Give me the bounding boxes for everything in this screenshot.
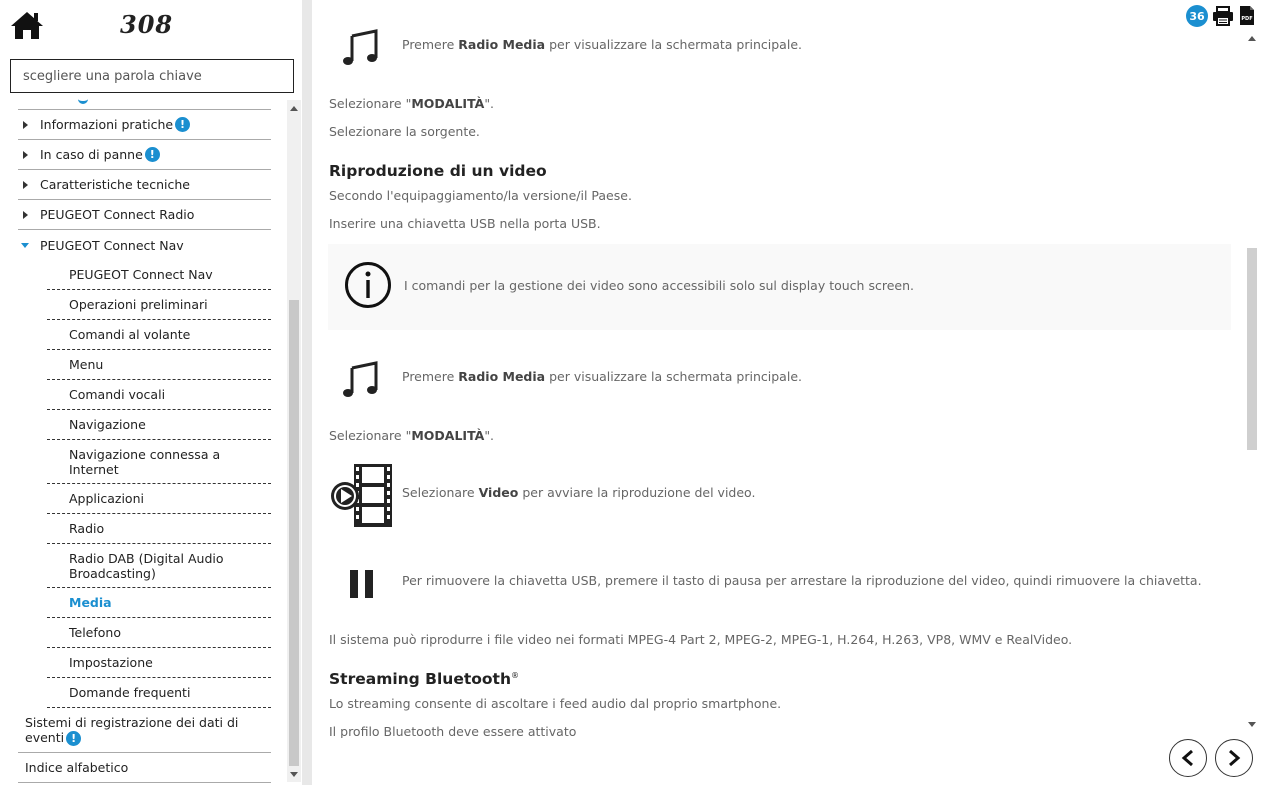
text: Selezionare ": [329, 96, 412, 111]
toc-subitem-label: Navigazione: [69, 417, 146, 432]
text: Premere: [402, 369, 459, 384]
paragraph: [402, 485, 755, 500]
next-page-button[interactable]: [1215, 739, 1253, 777]
toc-item-label: In caso di panne: [40, 147, 143, 162]
content-scrollbar[interactable]: [1245, 36, 1259, 732]
music-note-icon: [342, 28, 380, 72]
heading-text: Streaming Bluetooth: [329, 670, 512, 688]
toc-subitem[interactable]: [47, 678, 271, 708]
toc-item-label: [25, 715, 245, 746]
bold-text: MODALITÀ: [411, 96, 485, 111]
toc-subitem[interactable]: [47, 648, 271, 678]
toc-subitem[interactable]: [47, 380, 271, 410]
note-text: I comandi per la gestione dei video sono accessibili solo sul display touch screen.: [404, 278, 914, 293]
paragraph: Selezionare la sorgente.: [329, 124, 480, 139]
paragraph: Per rimuovere la chiavetta USB, premere il tasto di pausa per arrestare la riproduzione del video, quindi rimuovere la chiavetta.: [402, 573, 1202, 588]
toc-item-label: PEUGEOT Connect Radio: [40, 207, 195, 222]
page-count-badge[interactable]: 36: [1186, 5, 1208, 27]
text: Premere: [402, 37, 459, 52]
toc-subitem-label: PEUGEOT Connect Nav: [69, 267, 213, 282]
toc-scrollbar[interactable]: [287, 100, 301, 782]
previous-page-button[interactable]: [1169, 739, 1207, 777]
collapsed-section-indicator: [78, 97, 88, 104]
text: per avviare la riproduzione del video.: [518, 485, 756, 500]
bold-text: Radio Media: [458, 37, 546, 52]
toc-subitem-label: Operazioni preliminari: [69, 297, 208, 312]
toc-subitem-label: Applicazioni: [69, 491, 144, 506]
content-scrollbar-thumb[interactable]: [1247, 248, 1257, 450]
toc-item-label: Indice alfabetico: [25, 760, 129, 775]
toc-subitem[interactable]: [47, 514, 271, 544]
toc-subitem[interactable]: [47, 260, 271, 290]
pdf-icon[interactable]: [1239, 5, 1255, 26]
music-note-icon: [342, 360, 380, 404]
article-content: [312, 0, 1245, 738]
scroll-up-icon[interactable]: [1248, 36, 1256, 41]
toc-subitem[interactable]: [47, 440, 271, 484]
text: ".: [484, 96, 495, 111]
paragraph: [402, 369, 802, 384]
registered-mark: ®: [511, 670, 520, 680]
section-heading: [329, 670, 519, 688]
search-input[interactable]: [10, 59, 294, 93]
toc-subitem-label: Comandi vocali: [69, 387, 166, 402]
toc-item-in-caso-di-panne[interactable]: [18, 140, 271, 170]
pause-icon: [349, 568, 375, 604]
paragraph: [402, 37, 802, 52]
paragraph: Il profilo Bluetooth deve essere attivato: [329, 724, 577, 738]
toc-scrollbar-thumb[interactable]: [289, 300, 299, 766]
toc-subitem[interactable]: [47, 320, 271, 350]
model-title: 308: [120, 10, 174, 39]
text: per visualizzare la schermata principale.: [545, 37, 802, 52]
toc-item-registrazione-dati-eventi[interactable]: [18, 708, 271, 753]
text: Selezionare: [402, 485, 479, 500]
toc-item-label-text: Sistemi di registrazione dei dati di eventi: [25, 714, 239, 745]
video-film-icon: [330, 463, 394, 533]
toc-subitem-label: Telefono: [69, 625, 121, 640]
caret-right-icon: [23, 121, 28, 129]
toc-subitem[interactable]: [47, 544, 271, 588]
toc-subitem-label: Domande frequenti: [69, 685, 191, 700]
print-icon[interactable]: [1212, 6, 1234, 26]
caret-right-icon: [23, 211, 28, 219]
toc-item-informazioni-pratiche[interactable]: [18, 110, 271, 140]
toc-subitem-active[interactable]: [47, 588, 271, 618]
toc-item-caratteristiche-tecniche[interactable]: [18, 170, 271, 200]
toc-subitem-label: Navigazione connessa a Internet: [69, 446, 221, 477]
table-of-contents: [0, 97, 286, 785]
toc-subitem[interactable]: [47, 290, 271, 320]
toc-item-label: Informazioni pratiche: [40, 117, 174, 132]
bold-text: Video: [478, 485, 519, 500]
text: ".: [484, 428, 495, 443]
info-badge-icon: !: [66, 731, 81, 746]
caret-down-icon: [21, 243, 29, 248]
scroll-down-icon[interactable]: [1248, 722, 1256, 727]
info-badge-icon: !: [175, 117, 190, 132]
paragraph: Inserire una chiavetta USB nella porta USB.: [329, 216, 601, 231]
main-content-panel: [312, 0, 1263, 785]
toc-subitem-label: Radio: [69, 521, 105, 536]
section-heading: Riproduzione di un video: [329, 162, 547, 180]
bold-text: MODALITÀ: [411, 428, 485, 443]
caret-right-icon: [23, 151, 28, 159]
text: per visualizzare la schermata principale.: [545, 369, 802, 384]
scroll-down-icon[interactable]: [290, 772, 298, 777]
scroll-up-icon[interactable]: [290, 106, 298, 111]
chevron-left-icon: [1180, 749, 1196, 767]
paragraph: Secondo l'equipaggiamento/la versione/il Paese.: [329, 188, 632, 203]
toc-subitem[interactable]: [47, 484, 271, 514]
toc-subitem-label: Impostazione: [69, 655, 153, 670]
toc-subitem[interactable]: [47, 618, 271, 648]
toc-subitem-label: Radio DAB (Digital Audio Broadcasting): [69, 550, 224, 581]
home-icon[interactable]: [10, 10, 46, 42]
caret-right-icon: [23, 181, 28, 189]
text: Selezionare ": [329, 428, 412, 443]
toc-subitem[interactable]: [47, 350, 271, 380]
paragraph: [329, 96, 494, 111]
toc-item-peugeot-connect-radio[interactable]: [18, 200, 271, 230]
paragraph: [329, 428, 494, 443]
toc-item-peugeot-connect-nav[interactable]: [18, 230, 271, 260]
toc-item-label: PEUGEOT Connect Nav: [40, 237, 184, 253]
toc-item-indice-alfabetico[interactable]: [18, 753, 271, 783]
pdf-label: PDF: [1241, 16, 1253, 22]
toc-subitem-label: Menu: [69, 357, 104, 372]
sidebar: [0, 0, 302, 785]
toc-subitem-label: Media: [69, 595, 112, 610]
paragraph: Lo streaming consente di ascoltare i feed audio dal proprio smartphone.: [329, 696, 782, 711]
info-icon: [344, 261, 392, 313]
toc-subitem[interactable]: [47, 410, 271, 440]
toc-item-label: Caratteristiche tecniche: [40, 177, 190, 192]
bold-text: Radio Media: [458, 369, 546, 384]
info-badge-icon: !: [145, 147, 160, 162]
paragraph: Il sistema può riprodurre i file video nei formati MPEG-4 Part 2, MPEG-2, MPEG-1, H.264, H.263, VP8, WMV e RealVideo.: [329, 632, 1073, 647]
chevron-right-icon: [1226, 749, 1242, 767]
toc-subitem-label: Comandi al volante: [69, 327, 191, 342]
